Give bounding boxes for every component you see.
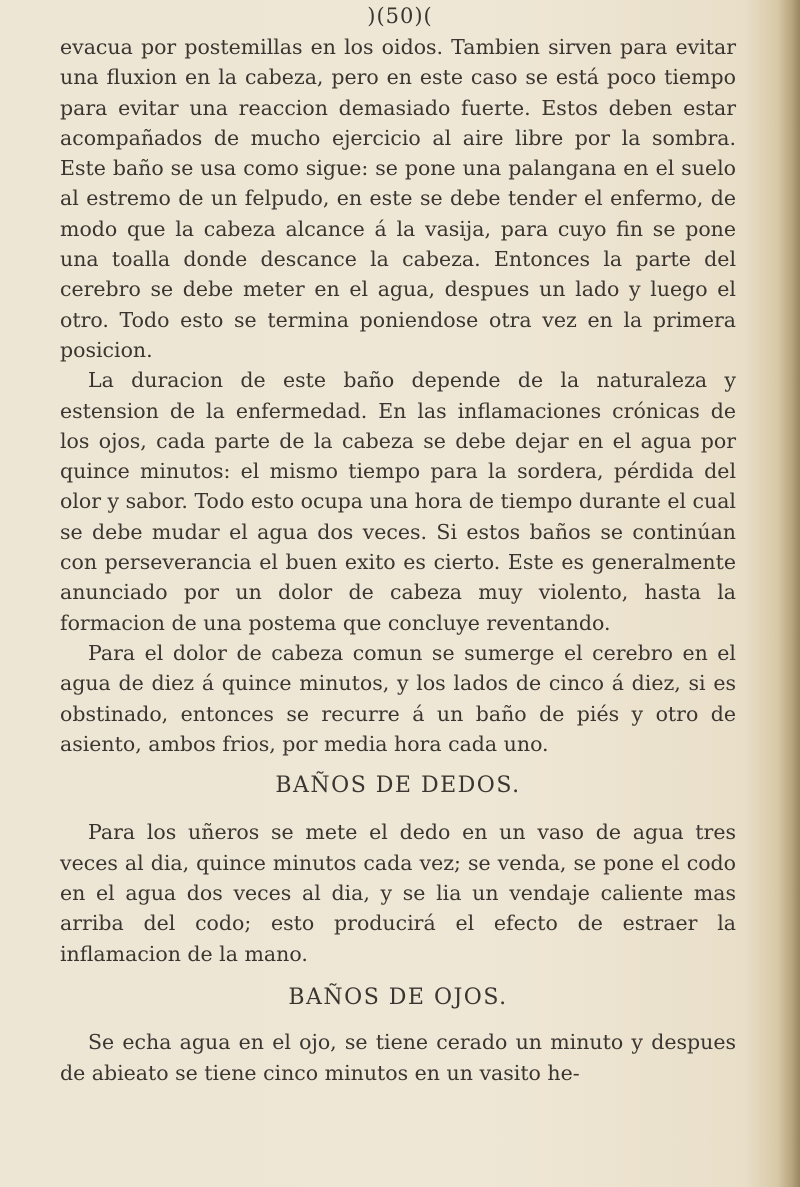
page-number: )(50)( (367, 4, 433, 28)
page-edge-shadow (778, 0, 800, 1187)
paragraph: evacua por postemillas en los oidos. Tambien sirven para evitar una fluxion en la cabeza, pero en este caso se está poco tiempo para evitar una reaccion demasiado fuerte. Estos deben estar acompañados de mucho ejercicio al aire libre por la sombra. Este baño se usa como sigue: se pone una palangana en el suelo al estremo de un felpudo, en este se debe tender el enfermo, de modo que la cabeza alcance á la vasija, para cuyo fin se pone una toalla donde descance la cabeza. Entonces la parte del cerebro se debe meter en el agua, despues un lado y luego el otro. Todo esto se termina poniendose otra vez en la primera posicion. (60, 35, 736, 362)
paragraph: La duracion de este baño depende de la naturaleza y estension de la enfermedad. En las inflamaciones crónicas de los ojos, cada parte de la cabeza se debe dejar en el agua por quince minutos: el mismo tiempo para la sordera, pérdida del olor y sabor. Todo esto ocupa una hora de tiempo durante el cual se debe mudar el agua dos veces. Si estos baños se continúan con perseverancia el buen exito es cierto. Este es generalmente anunciado por un dolor de cabeza muy violento, hasta la formacion de una postema que concluye reventando. (60, 368, 736, 635)
paragraph: Para los uñeros se mete el dedo en un vaso de agua tres veces al dia, quince minutos cada vez; se venda, se pone el codo en el agua dos veces al dia, y se lia un vendaje caliente mas arriba del codo; esto producirá el efecto de estraer la inflamacion de la mano. (60, 820, 736, 966)
body-text (60, 32, 736, 1088)
section-heading-banos-de-dedos: BAÑOS DE DEDOS. (275, 773, 521, 799)
section-heading-banos-de-ojos: BAÑOS DE OJOS. (288, 984, 508, 1010)
paragraph: Para el dolor de cabeza comun se sumerge el cerebro en el agua de diez á quince minutos, y los lados de cinco á diez, si es obstinado, entonces se recurre á un baño de piés y otro de asiento, ambos frios, por media hora cada uno. (60, 640, 736, 756)
paragraph: Se echa agua en el ojo, se tiene cerado un minuto y despues de abieato se tiene cinco minutos en un vasito he- (60, 1030, 736, 1085)
